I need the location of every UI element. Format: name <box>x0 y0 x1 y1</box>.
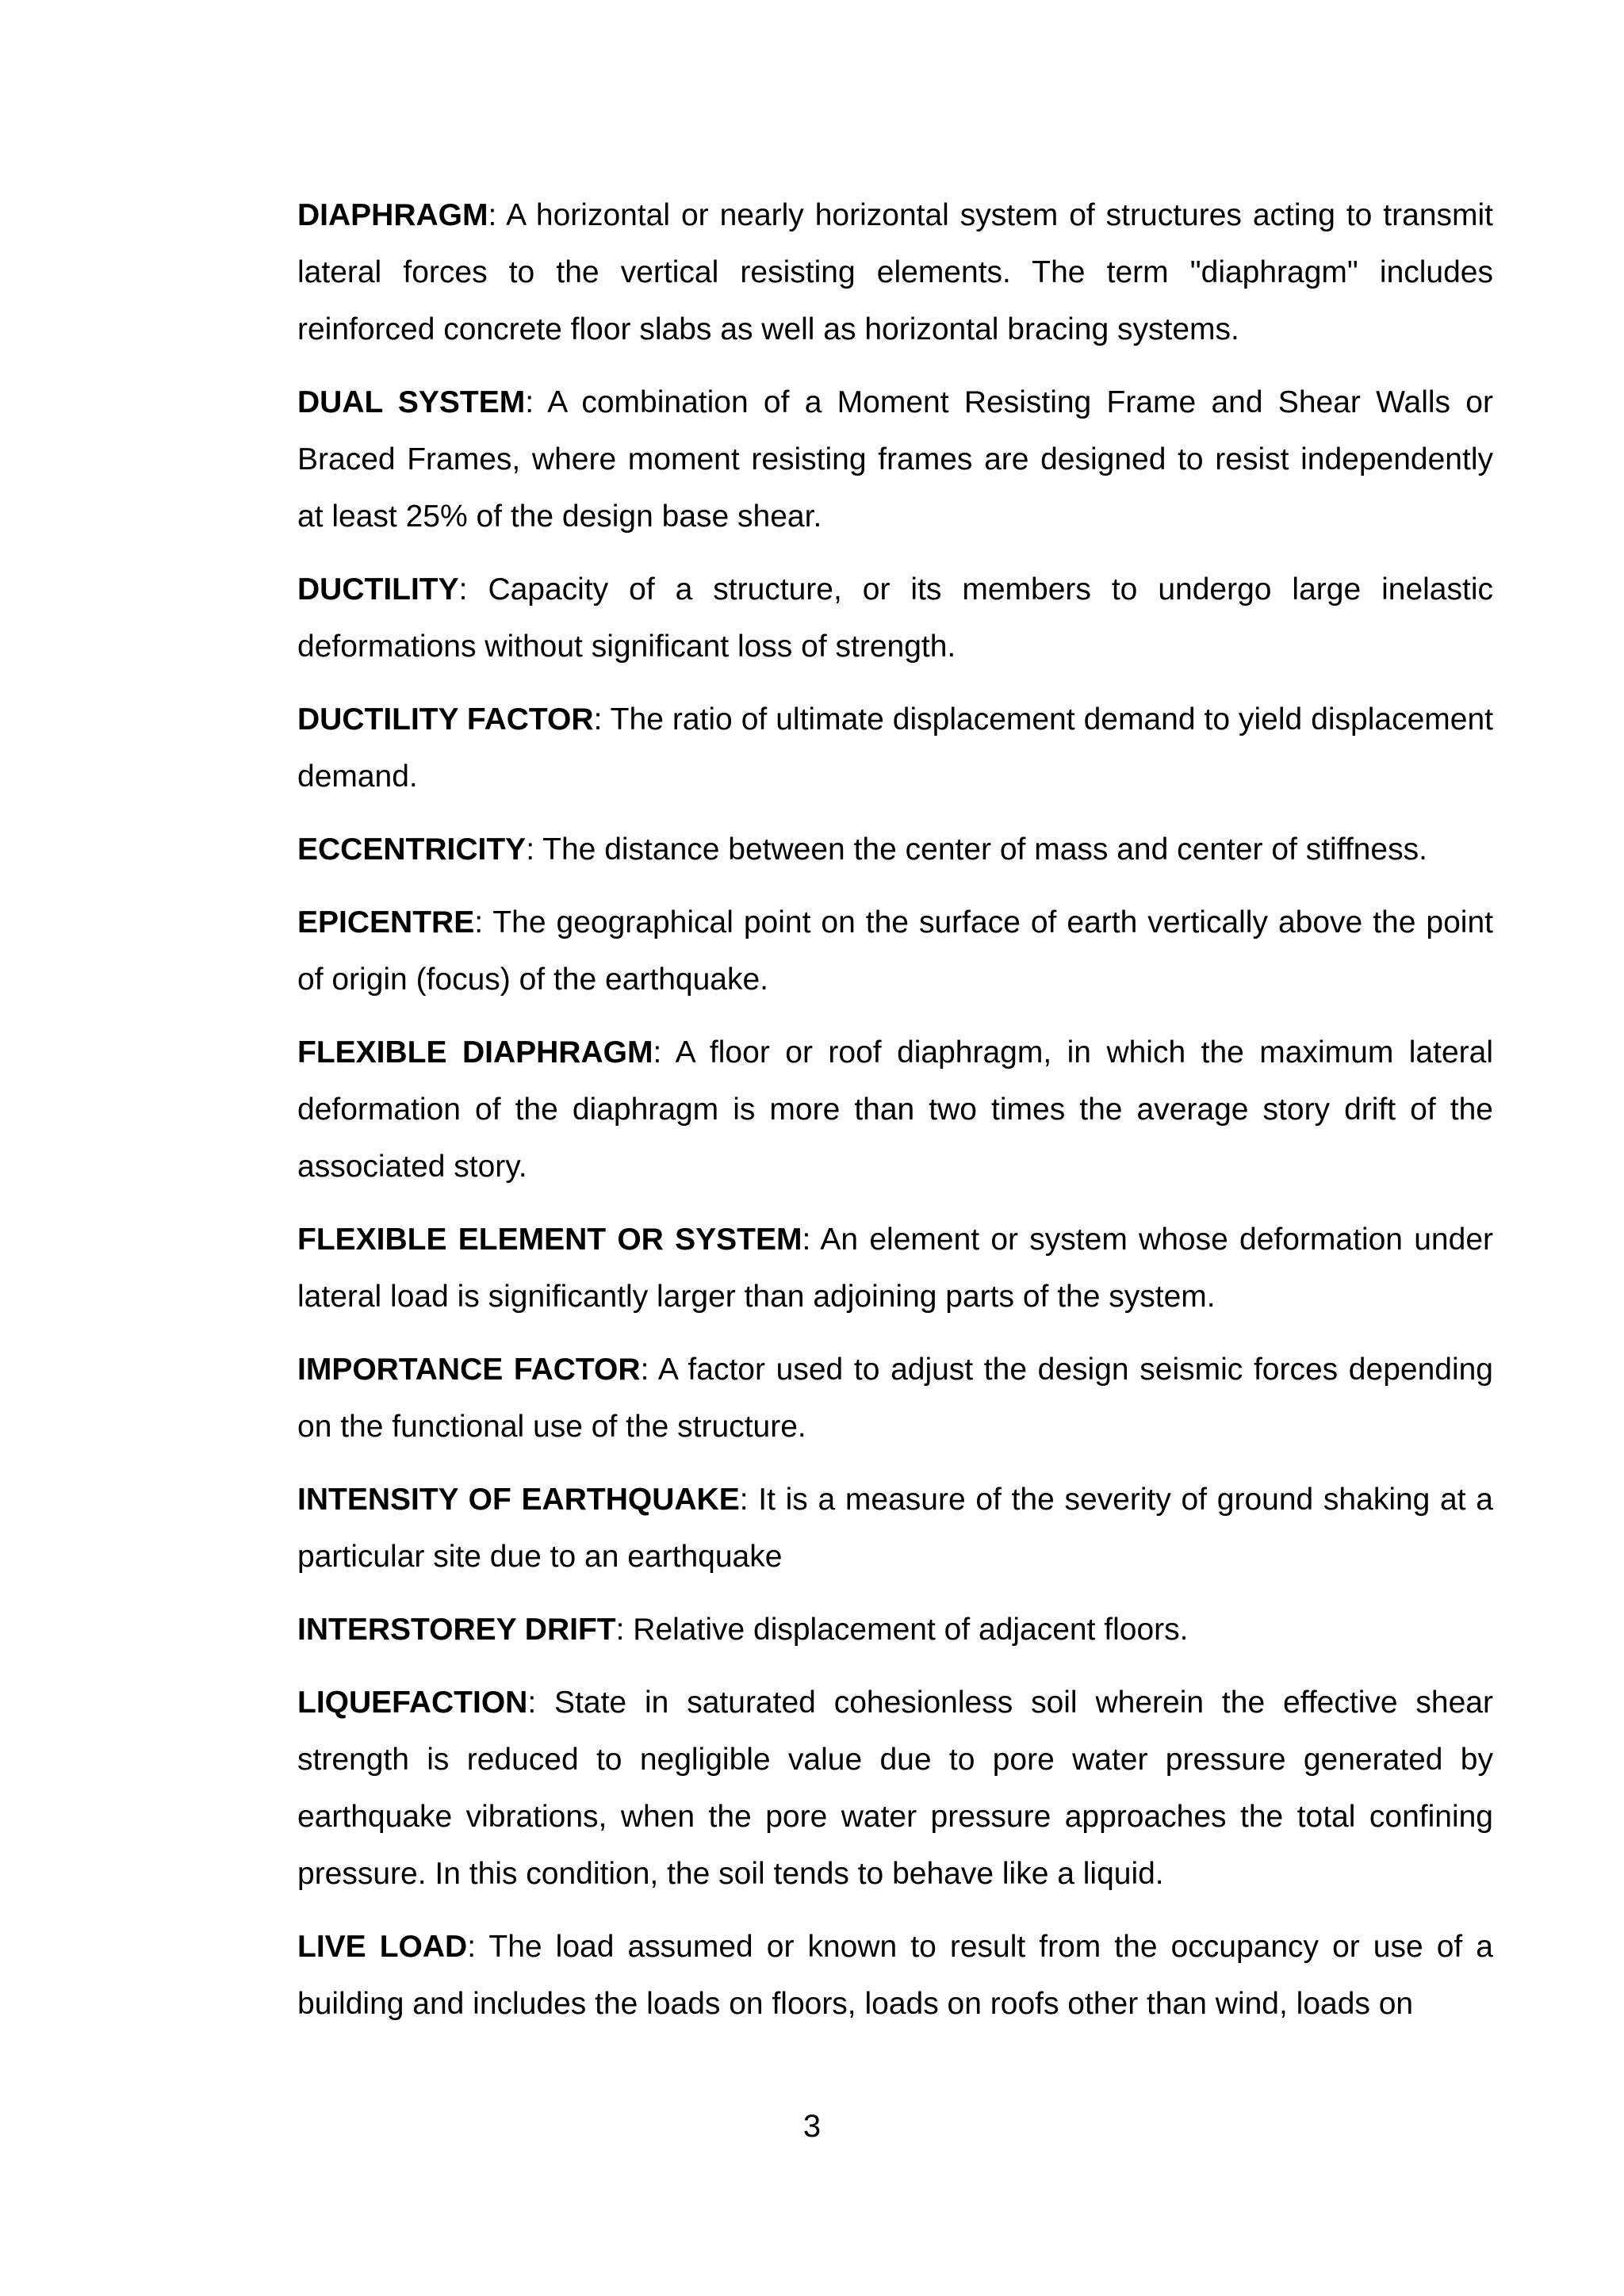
definition-ductility-factor: : The ratio of ultimate displacement demand to yield displacement demand. <box>297 702 1493 794</box>
definition-ductility: : Capacity of a structure, or its members to undergo large inelastic deformations without significant loss of strength. <box>297 572 1493 664</box>
term-ductility: DUCTILITY <box>297 572 459 607</box>
glossary-entry-intensity-of-earthquake <box>297 1471 1493 1586</box>
term-epicentre: EPICENTRE <box>297 905 475 939</box>
definition-flexible-diaphragm: : A floor or roof diaphragm, in which the maximum lateral deformation of the diaphragm is more than two times the average story drift of the associated story. <box>297 1035 1493 1184</box>
definition-intensity-of-earthquake: : It is a measure of the severity of ground shaking at a particular site due to an earthquake <box>297 1483 1493 1574</box>
glossary-entry-diaphragm <box>297 187 1493 358</box>
glossary-entry-flexible-element-or-system <box>297 1211 1493 1326</box>
glossary-entry-dual-system <box>297 374 1493 545</box>
glossary-entry-eccentricity <box>297 821 1493 878</box>
definition-liquefaction: : State in saturated cohesionless soil wherein the effective shear strength is reduced to negligible value due to pore water pressure generated by earthquake vibrations, when the pore water pressure approaches the total confining pressure. In this condition, the soil tends to behave like a liquid. <box>297 1686 1493 1891</box>
term-ductility-factor: DUCTILITY FACTOR <box>297 702 594 737</box>
term-live-load: LIVE LOAD <box>297 1930 468 1964</box>
definition-dual-system: : A combination of a Moment Resisting Frame and Shear Walls or Braced Frames, where moment resisting frames are designed to resist independently at least 25% of the design base shear. <box>297 385 1493 534</box>
definition-eccentricity: : The distance between the center of mass and center of stiffness. <box>526 832 1427 867</box>
glossary-entry-interstorey-drift <box>297 1601 1493 1659</box>
glossary-entry-ductility-factor <box>297 691 1493 806</box>
page-number: 3 <box>802 2109 822 2144</box>
term-eccentricity: ECCENTRICITY <box>297 832 527 867</box>
term-intensity-of-earthquake: INTENSITY OF EARTHQUAKE <box>297 1483 740 1517</box>
definition-live-load: : The load assumed or known to result from the occupancy or use of a building and includes the loads on floors, loads on roofs other than wind, loads on <box>297 1930 1493 2021</box>
glossary-entry-epicentre <box>297 894 1493 1008</box>
glossary-entry-ductility <box>297 561 1493 675</box>
term-diaphragm: DIAPHRAGM <box>297 198 488 232</box>
definition-interstorey-drift: : Relative displacement of adjacent floors. <box>615 1613 1189 1647</box>
glossary-entry-liquefaction <box>297 1674 1493 1903</box>
glossary-body <box>297 187 1493 2049</box>
term-flexible-diaphragm: FLEXIBLE DIAPHRAGM <box>297 1035 653 1070</box>
term-dual-system: DUAL SYSTEM <box>297 385 526 419</box>
term-liquefaction: LIQUEFACTION <box>297 1686 528 1720</box>
definition-epicentre: : The geographical point on the surface of earth vertically above the point of origin (focus) of the earthquake. <box>297 905 1493 997</box>
term-importance-factor: IMPORTANCE FACTOR <box>297 1353 641 1387</box>
glossary-entry-live-load <box>297 1919 1493 2033</box>
glossary-entry-importance-factor <box>297 1341 1493 1456</box>
definition-importance-factor: : A factor used to adjust the design seismic forces depending on the functional use of the structure. <box>297 1353 1493 1444</box>
definition-flexible-element-or-system: : An element or system whose deformation under lateral load is significantly larger than adjoining parts of the system. <box>297 1223 1493 1314</box>
term-flexible-element-or-system: FLEXIBLE ELEMENT OR SYSTEM <box>297 1223 802 1257</box>
term-interstorey-drift: INTERSTOREY DRIFT <box>297 1613 616 1647</box>
definition-diaphragm: : A horizontal or nearly horizontal system of structures acting to transmit lateral forces to the vertical resisting elements. The term "diaphragm" includes reinforced concrete floor slabs as well as horizontal bracing systems. <box>297 198 1493 346</box>
glossary-entry-flexible-diaphragm <box>297 1024 1493 1196</box>
